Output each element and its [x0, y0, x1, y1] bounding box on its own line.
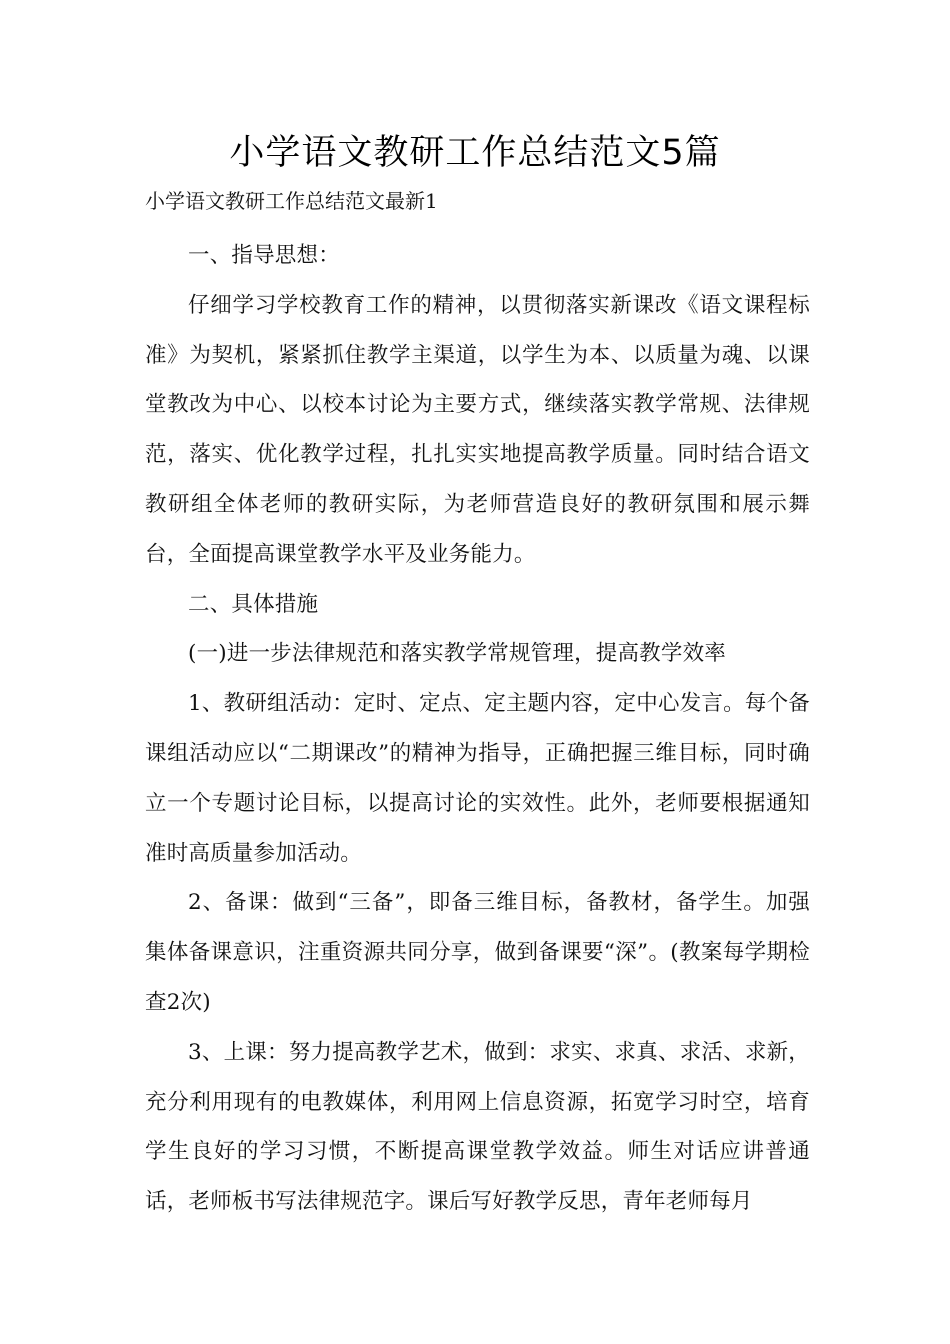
- document-subtitle: 小学语文教研工作总结范文最新1: [145, 189, 438, 213]
- subsection-heading-teaching-routine: (一)进一步法律规范和落实教学常规管理，提高教学效率: [188, 641, 726, 667]
- section-heading-specific-measures: 二、具体措施: [188, 591, 319, 617]
- document-body: [145, 231, 810, 1227]
- paragraph-research-group-activities: 1、教研组活动：定时、定点、定主题内容，定中心发言。每个备课组活动应以“二期课改”的精神为指导，正确把握三维目标，同时确立一个专题讨论目标，以提高讨论的实效性。此外，老师要根据通知准时高质量参加活动。: [145, 691, 810, 866]
- paragraph-lesson-preparation: 2、备课：做到“三备”，即备三维目标，备教材，备学生。加强集体备课意识，注重资源共同分享，做到备课要“深”。(教案每学期检查2次): [145, 890, 810, 1015]
- document-title: 小学语文教研工作总结范文5篇: [229, 133, 721, 173]
- paragraph-guiding-ideology: 仔细学习学校教育工作的精神，以贯彻落实新课改《语文课程标准》为契机，紧紧抓住教学主渠道，以学生为本、以质量为魂、以课堂教改为中心、以校本讨论为主要方式，继续落实教学常规、法律规范，落实、优化教学过程，扎扎实实地提高教学质量。同时结合语文教研组全体老师的教研实际，为老师营造良好的教研氛围和展示舞台，全面提高课堂教学水平及业务能力。: [145, 292, 810, 567]
- paragraph-teaching-class: 3、上课：努力提高教学艺术，做到：求实、求真、求活、求新，充分利用现有的电教媒体，利用网上信息资源，拓宽学习时空，培育学生良好的学习习惯，不断提高课堂教学效益。师生对话应讲普通话，老师板书写法律规范字。课后写好教学反思，青年老师每月: [145, 1039, 810, 1215]
- section-heading-guiding-ideology: 一、指导思想：: [188, 243, 340, 268]
